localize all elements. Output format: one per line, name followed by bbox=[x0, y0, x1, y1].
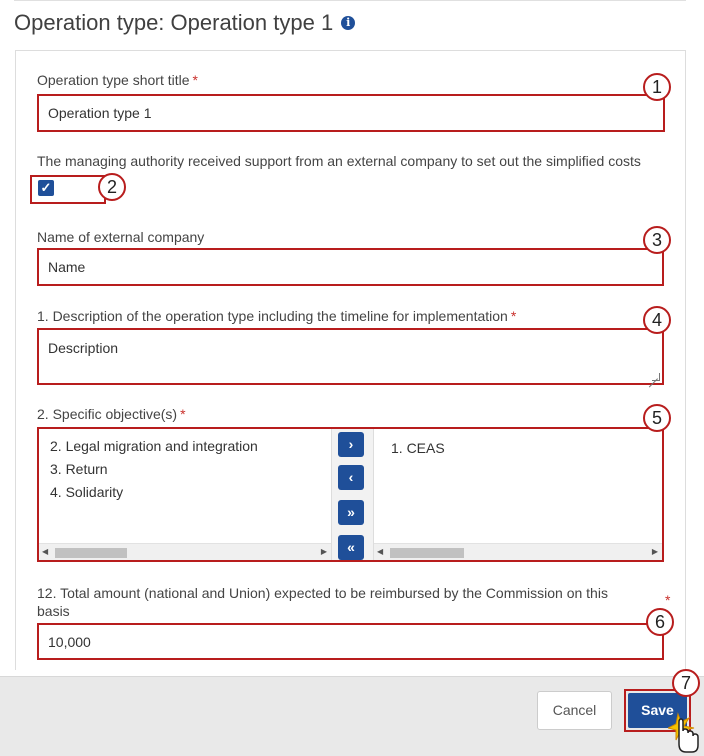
total-amount-input[interactable] bbox=[39, 625, 662, 658]
callout-badge-4: 4 bbox=[643, 306, 671, 334]
save-button[interactable]: Save bbox=[628, 693, 687, 728]
callout-badge-1: 1 bbox=[643, 73, 671, 101]
short-title-label: Operation type short title * bbox=[37, 72, 198, 88]
specific-objectives-label: 2. Specific objective(s) * bbox=[37, 406, 186, 422]
callout-badge-6: 6 bbox=[646, 608, 674, 636]
short-title-input[interactable] bbox=[39, 96, 663, 130]
selected-list-scrollbar[interactable] bbox=[374, 543, 662, 560]
move-all-right-button[interactable]: » bbox=[338, 500, 364, 525]
list-item[interactable]: 1. CEAS bbox=[391, 440, 445, 456]
available-list-scrollbar[interactable] bbox=[39, 543, 331, 560]
short-title-field[interactable] bbox=[37, 94, 665, 132]
callout-badge-5: 5 bbox=[643, 404, 671, 432]
hand-cursor-icon bbox=[668, 710, 702, 756]
scroll-right-icon[interactable]: ▶ bbox=[320, 547, 327, 556]
total-amount-field[interactable] bbox=[37, 623, 664, 660]
required-mark: * bbox=[510, 308, 517, 324]
page-title bbox=[14, 10, 355, 36]
available-objectives-list[interactable] bbox=[39, 429, 331, 560]
external-company-input[interactable] bbox=[39, 250, 662, 284]
selected-objectives-list[interactable] bbox=[373, 429, 662, 560]
total-amount-label-line2: basis bbox=[37, 603, 70, 619]
callout-badge-2: 2 bbox=[98, 173, 126, 201]
description-label: 1. Description of the operation type including the timeline for implementation * bbox=[37, 308, 517, 324]
move-buttons-strip bbox=[331, 429, 373, 560]
required-mark: * bbox=[665, 592, 671, 608]
info-icon[interactable]: i bbox=[341, 16, 355, 30]
move-all-left-button[interactable]: « bbox=[338, 535, 364, 560]
support-checkbox[interactable]: ✓ bbox=[38, 180, 54, 196]
required-mark: * bbox=[180, 406, 186, 422]
callout-badge-3: 3 bbox=[643, 226, 671, 254]
cancel-button[interactable]: Cancel bbox=[537, 691, 612, 730]
required-mark: * bbox=[192, 72, 198, 88]
total-amount-label-line1: 12. Total amount (national and Union) expected to be reimbursed by the Commission on this bbox=[37, 585, 608, 601]
list-item[interactable]: 3. Return bbox=[50, 461, 108, 477]
scroll-left-icon[interactable]: ◀ bbox=[42, 547, 49, 556]
description-field[interactable] bbox=[37, 328, 664, 385]
support-checkbox-label: The managing authority received support from an external company to set out the simplified costs bbox=[37, 153, 641, 169]
specific-objectives-dual-list bbox=[37, 427, 664, 562]
scrollbar-thumb[interactable] bbox=[55, 548, 127, 558]
move-right-button[interactable]: › bbox=[338, 432, 364, 457]
external-company-field[interactable] bbox=[37, 248, 664, 286]
resize-grip-icon[interactable] bbox=[652, 373, 660, 381]
external-company-label: Name of external company bbox=[37, 229, 205, 245]
page-title-text: Operation type: Operation type 1 bbox=[14, 10, 334, 35]
scroll-left-icon[interactable]: ◀ bbox=[377, 547, 384, 556]
list-item[interactable]: 4. Solidarity bbox=[50, 484, 124, 500]
top-divider bbox=[14, 0, 686, 1]
description-textarea[interactable] bbox=[39, 330, 662, 383]
move-left-button[interactable]: ‹ bbox=[338, 465, 364, 490]
list-item[interactable]: 2. Legal migration and integration bbox=[50, 438, 258, 454]
scrollbar-thumb[interactable] bbox=[390, 548, 464, 558]
scroll-right-icon[interactable]: ▶ bbox=[651, 547, 658, 556]
callout-badge-7: 7 bbox=[672, 669, 700, 697]
